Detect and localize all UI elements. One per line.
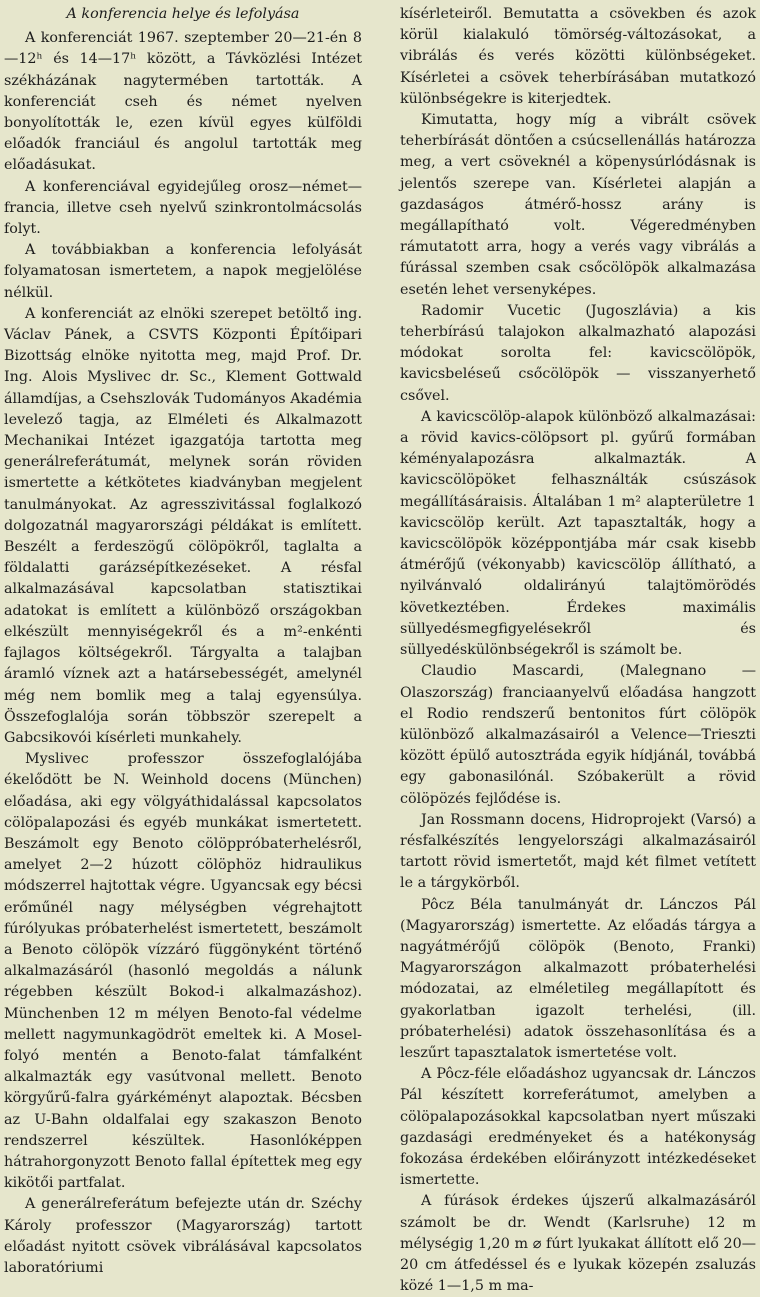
paragraph: A konferenciát 1967. szeptember 20—21-én 8—12ʰ és 14—17ʰ között, a Távközlési Intézet székházának nagytermében tartották. A konferenciát cseh és német nyelven bonyolították le, ezen kívül egyes külföldi előadók franciául és angolul tartották meg előadásukat.: [4, 30, 362, 174]
paragraph: A Pôcz-féle előadáshoz ugyancsak dr. Lánczos Pál készített korreferátumot, amelyben a cölöpalapozásokkal kapcsolatban nyert műszaki gazdasági eredményeket és a hatékonyság fokozása érdekében előirányzott intézkedéseket ismertette.: [400, 1066, 756, 1189]
paragraph-continued: kísérleteiről. Bemutatta a csövekben és azok körül kialakuló tömörség-változásokat, a vibrálás és verés közötti különbségeket. Kísérletei a csövek teherbírásában mutatkozó különbségekre is kiterjedtek.: [400, 6, 756, 107]
paragraph: Pôcz Béla tanulmányát dr. Lánczos Pál (Magyarország) ismertette. Az előadás tárgya a nagyátmérőjű cölöpök (Benoto, Franki) Magyarországon alkalmazott próbaterhelési módozatai, az elméletileg megállapított és gyakorlatban igazolt terhelési, (ill. próbaterhelési) adatok összehasonlítása és a leszűrt tapasztalatok ismertetése volt.: [400, 896, 756, 1061]
paragraph: A konferenciával egyidejűleg orosz—német—francia, illetve cseh nyelvű szinkrontolmácsolás folyt.: [4, 178, 362, 238]
paragraph: A továbbiakban a konferencia lefolyását folyamatosan ismertetem, a napok megjelölése nélkül.: [4, 242, 362, 301]
paragraph: A kavicscölöp-alapok különböző alkalmazásai: a rövid kavics-cölöpsort pl. gyűrű formában kéményalapozásra alkalmazták. A kavicscölöpöket felhasználták csúszások megállításáraisis. Általában 1 m² alapterületre 1 kavicscölöp került. Azt tapasztalták, hogy a kavicscölöpök középpontjába már csak kisebb átmérőjű (vékonyabb) kavicscölöp állítható, a nyilvánvaló oldalirányú talajtömörödés következtében. Érdekes maximális süllyedésmegfigyelésekről és süllyedéskülönbségekről is számolt be.: [400, 408, 756, 659]
right-column: [400, 4, 756, 1297]
paragraph: Myslivec professzor összefoglalójába ékelődött be N. Weinhold docens (München) előadása, aki egy völgyáthidalással kapcsolatos cölöpalapozási és egyéb munkákat ismertetett. Beszámolt egy Benoto cölöppróbaterhelésről, amelyet 2—2 húzott cölöphöz hidraulikus módszerrel hajtottak végre. Ugyancsak egy bécsi erőműnél nagy mélységben végrehajtott fúrólyukas próbaterhelést ismertetett, beszámolt a Benoto cölöpök vízzáró függönyként történő alkalmazásáról (hasonló megoldás a nálunk régebben készült Bokod-i alkalmazáshoz). Münchenben 12 m mélyen Benoto-fal védelme mellett nagymunkagödröt emeltek ki. A Mosel-folyó mentén a Benoto-falat támfalként alkalmazták egy vasútvonal mellett. Benoto körgyűrű-falra gyárkéményt alapoztak. Bécsben az U-Bahn oldalfalai egy szakaszon Benoto rendszerrel készültek. Hasonlóképpen hátrahorgonyzott Benoto fallal építettek meg egy kikötői partfalat.: [4, 751, 362, 1192]
paragraph: Kimutatta, hogy míg a vibrált csövek teherbírását döntően a csúcsellenállás határozza meg, a vert csöveknél a köpenysúrlódásnak is jelentős szerepe van. Kísérletei alapján a gazdaságos átmérő-hossz arány is megállapítható volt. Végeredményben rámutatott arra, hogy a verés vagy vibrálás a fúrással szemben csak csőcölöpök alkalmazása esetén lehet versenyképes.: [400, 112, 756, 298]
paragraph: A konferenciát az elnöki szerepet betöltő ing. Václav Pánek, a CSVTS Központi Építőipari Bizottság elnöke nyitotta meg, majd Prof. Dr. Ing. Alois Myslivec dr. Sc., Klement Gottwald államdíjas, a Csehszlovák Tudományos Akadémia levelező tagja, az Elméleti és Alkalmazott Mechanikai Intézet igazgatója tartotta meg generálreferátumát, melynek során röviden ismertette a kétkötetes kiadványban megjelent tanulmányokat. Az agresszivitással foglalkozó dolgozatnál magyarországi példákat is említett. Beszélt a ferdeszögű cölöpökről, taglalta a földalatti garázsépítkezéseket. A résfal alkalmazásával kapcsolatban statisztikai adatokat is említett a különböző országokban elkészült mennyiségekről és a m²-enkénti fajlagos költségekről. Tárgyalta a talajban áramló víznek azt a határsebességét, amelynél még nem bomlik meg a talaj egyensúlya. Összefoglalója során többször szerepelt a Gabcsikovói kísérleti munkahely.: [4, 305, 362, 746]
left-column: [4, 4, 362, 1279]
paragraph: Claudio Mascardi, (Malegnano — Olaszország) franciaanyelvű előadása hangzott el Rodio rendszerű bentonitos fúrt cölöpök különböző alkalmazásairól a Velence—Trieszti között épülő autosztráda egyik hídjánál, továbbá egy gabonasilónál. Szóbakerült a rövid cölöpözés fejlődése is.: [400, 663, 756, 807]
paragraph: A generálreferátum befejezte után dr. Széchy Károly professzor (Magyarország) tartott előadást nyitott csövek vibrálásával kapcsolatos laboratóriumi: [4, 1196, 362, 1276]
section-heading: A konferencia helye és lefolyása: [66, 6, 300, 22]
paragraph: A fúrások érdekes újszerű alkalmazásáról számolt be dr. Wendt (Karlsruhe) 12 m mélységig 1,20 m ⌀ fúrt lyukakat állított elő 20—20 cm átfedéssel és e lyukak közepén zsaluzás közé 1—1,5 m ma-: [400, 1193, 756, 1295]
paragraph: Radomir Vucetic (Jugoszlávia) a kis teherbírású talajokon alkalmazható alapozási módokat sorolta fel: kavicscölöpök, kavicsbeléseű csőcölöpök — visszanyerhető csővel.: [400, 302, 756, 404]
paragraph: Jan Rossmann docens, Hidroprojekt (Varsó) a résfalkészítés lengyelországi alkalmazásairól tartott rövid ismertetőt, majd két filmet vetített le a tárgykörből.: [400, 811, 756, 892]
